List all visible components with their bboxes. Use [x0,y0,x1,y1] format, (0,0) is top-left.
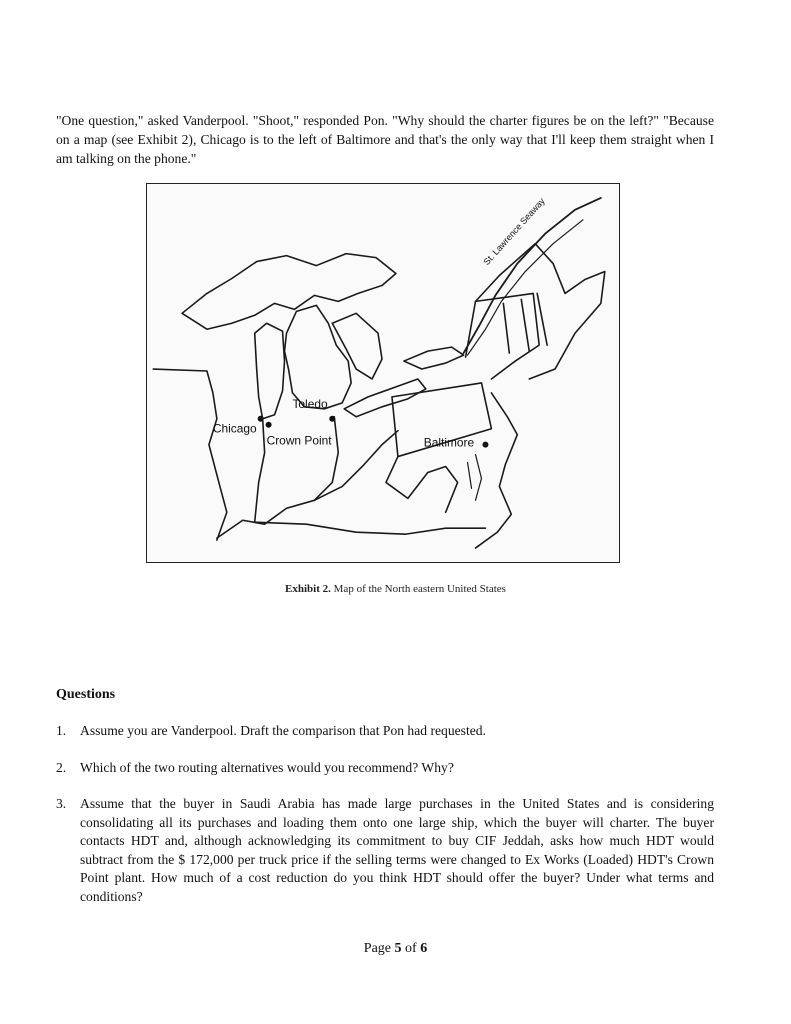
question-2 [56,759,714,778]
exhibit-caption [0,583,791,595]
lake-erie [344,379,426,417]
crown-point-dot [266,422,272,428]
lake-ontario [404,347,464,369]
question-text: Assume that the buyer in Saudi Arabia has made large purchases in the United States and is considering consolidating all its purchases and loading them onto one large ship, which the buyer will charter. The buyer contacts HDT and, although acknowledging its commitment to buy CIF Jeddah, asks how much HDT would subtract from the $ 172,000 per truck price if the selling terms were changed to Ex Works (Loaded) HDT's Crown Point plant. How much of a cost reduction do you think HDT should offer the buyer? Under what terms and conditions? [80,796,714,904]
baltimore-label: Baltimore [423,435,475,450]
toledo-dot [329,416,335,422]
page-current: 5 [394,941,402,956]
question-number: 2. [56,760,67,775]
page-footer [0,941,791,957]
lake-michigan [255,323,285,418]
question-number: 1. [56,723,67,738]
intro-paragraph: "One question," asked Vanderpool. "Shoot," responded Pon. "Why should the charter figures be on the left?" "Because on a map (see Exhibit 2), Chicago is to the left of Baltimore and that's the only way that I'll keep them straight when I am talking on the phone." [56,113,714,166]
toledo-label: Toledo [292,396,328,411]
northeast-us-map [147,184,619,562]
crown-point-label: Crown Point [266,433,332,448]
chicago-dot [258,416,264,422]
west-virginia [386,457,458,513]
baltimore-dot [482,442,488,448]
caption-text: Map of the North eastern United States [330,583,506,595]
questions-heading: Questions [56,687,116,702]
lake-huron [332,313,382,379]
illinois-border [153,369,227,540]
question-1 [56,722,714,741]
exhibit-2-map [146,183,620,563]
vermont-nh [503,293,547,353]
page-total: 6 [420,941,428,956]
lake-superior-outline [182,254,396,330]
coast [476,393,518,548]
question-text: Assume you are Vanderpool. Draft the comparison that Pon had requested. [80,723,486,738]
question-number: 3. [56,796,67,811]
seaway-label: St. Lawrence Seaway [481,195,547,267]
question-3 [56,795,714,906]
michigan-lower-peninsula [285,305,352,408]
footer-prefix: Page [363,941,395,956]
footer-middle: of [401,941,421,956]
ohio-border [314,417,338,501]
caption-label: Exhibit 2. [285,583,331,595]
question-text: Which of the two routing alternatives would you recommend? Why? [80,760,454,775]
new-york-border [466,293,540,379]
kentucky-tn-line [255,522,486,534]
chicago-label: Chicago [212,421,257,436]
